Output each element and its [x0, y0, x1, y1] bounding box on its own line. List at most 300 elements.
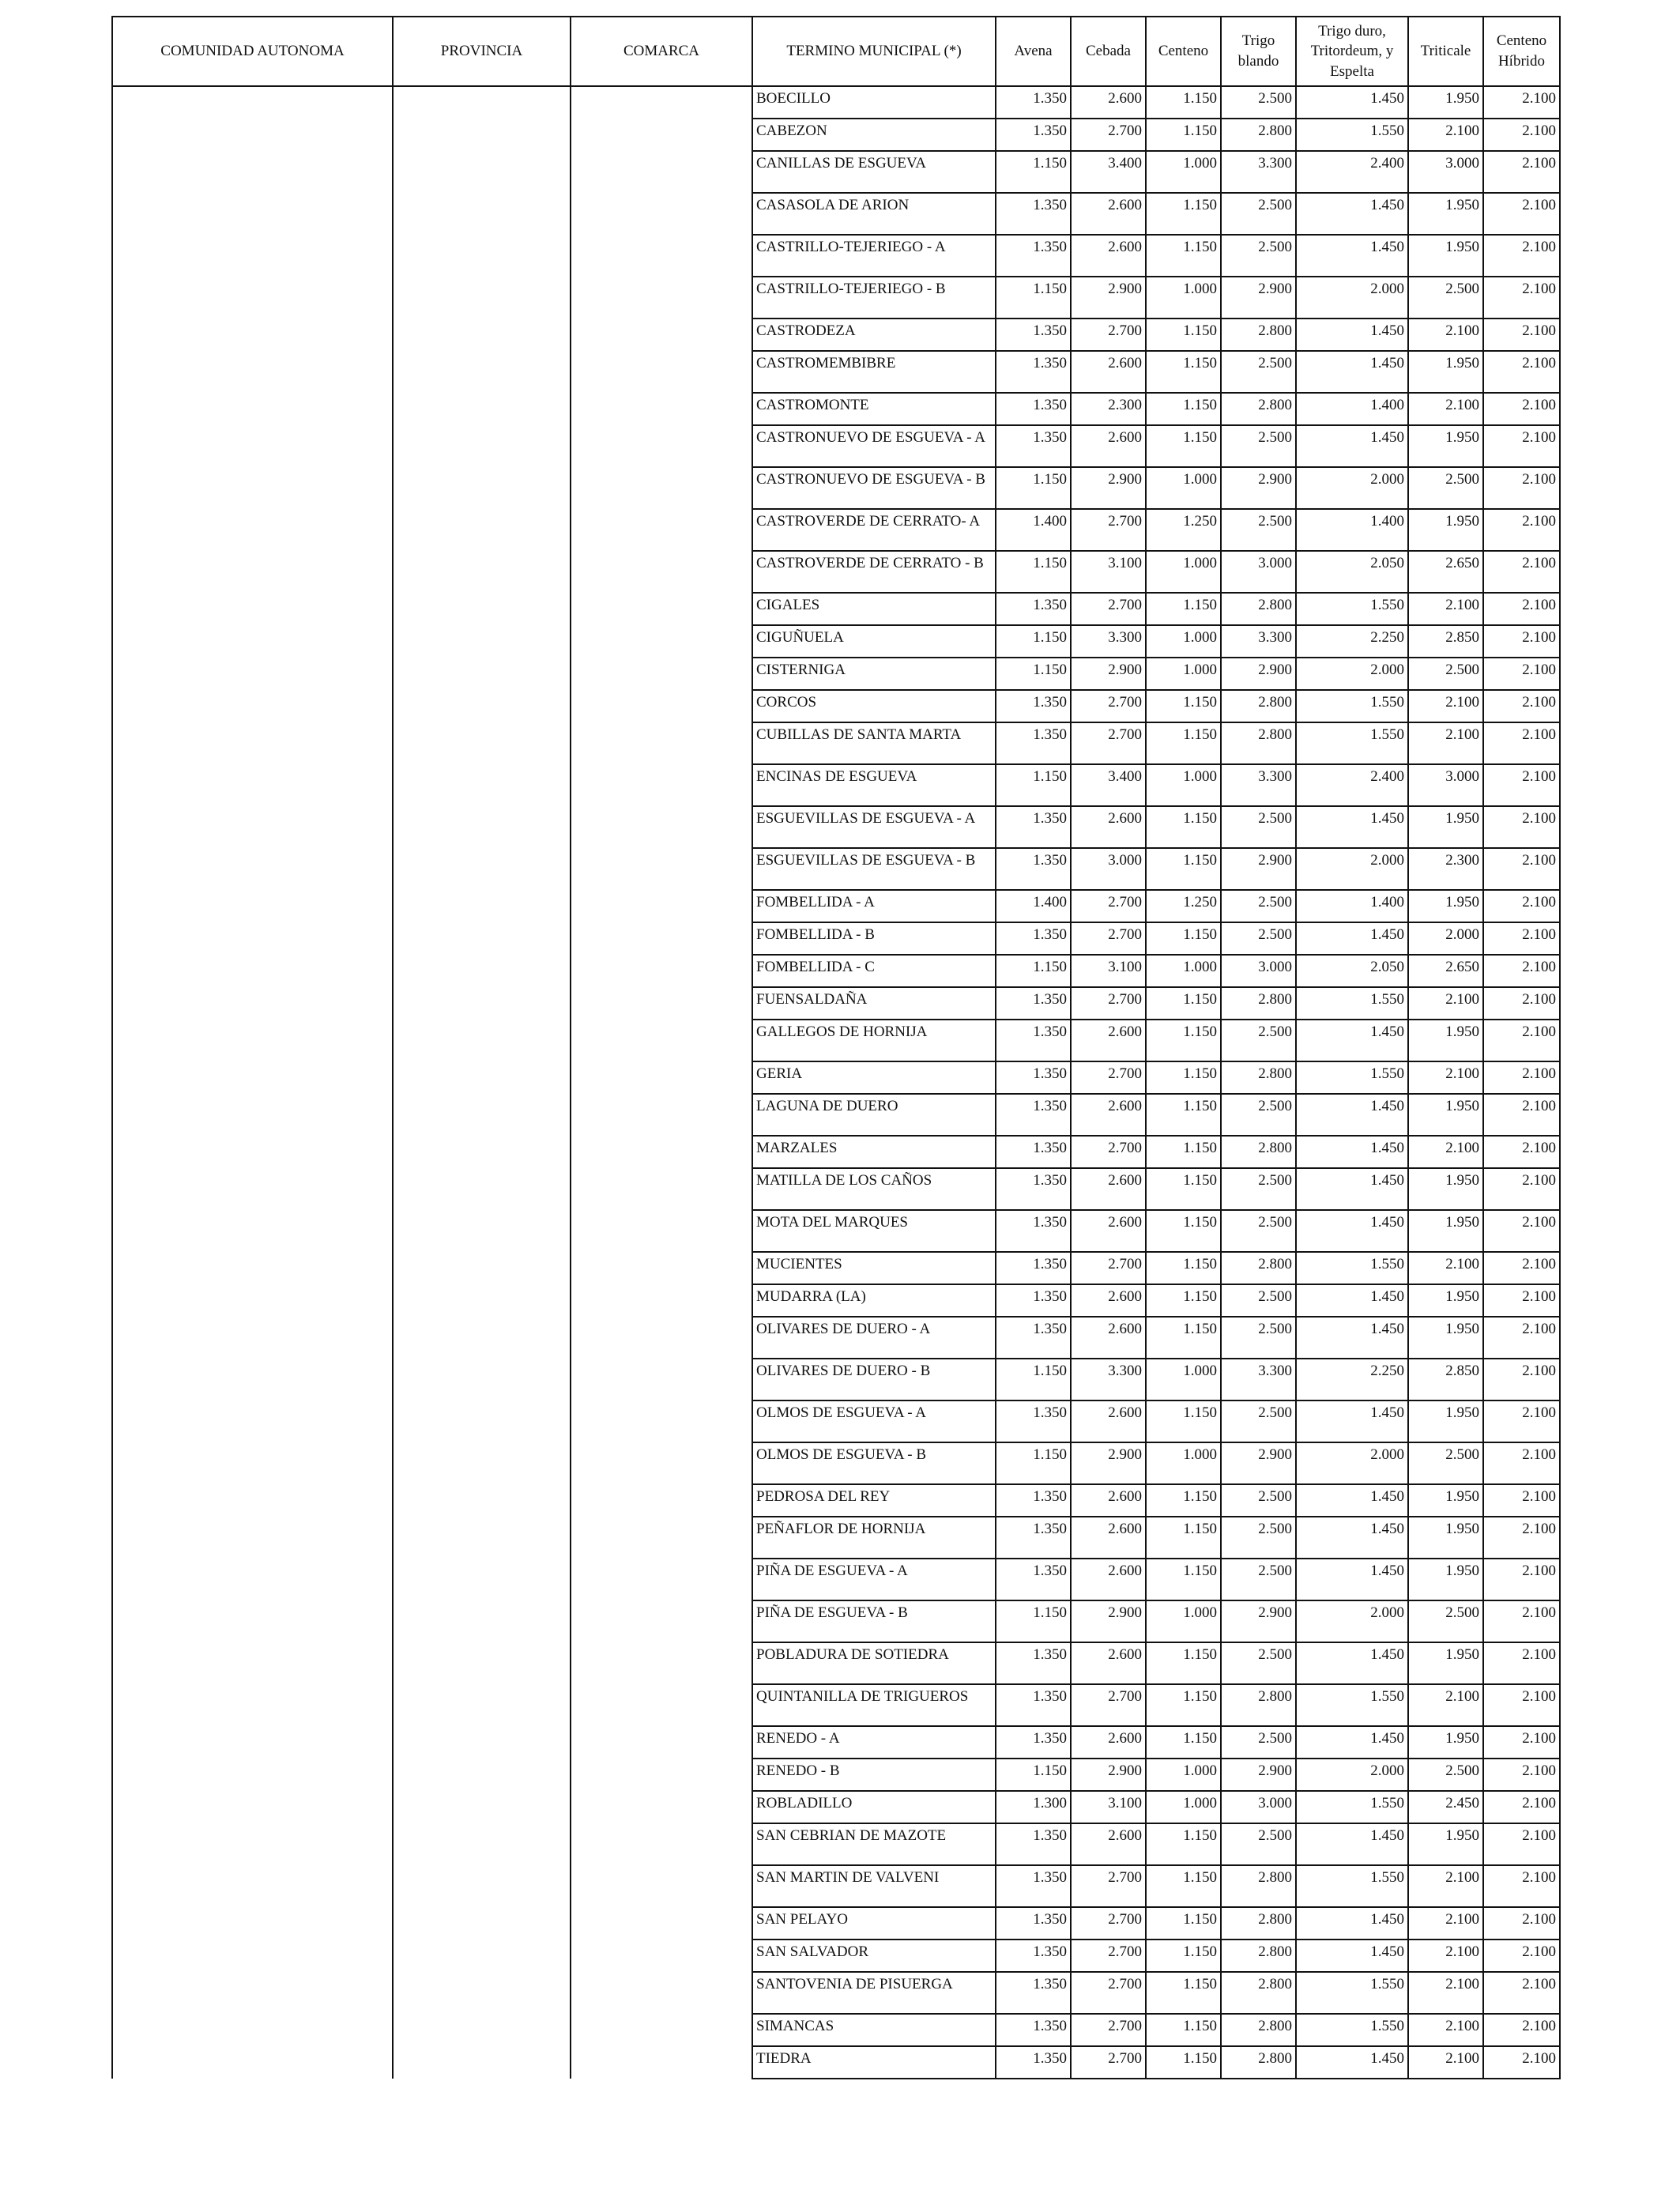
value-trigo-duro: 1.450: [1296, 351, 1408, 393]
municipio-name: PIÑA DE ESGUEVA - B: [752, 1600, 996, 1642]
value-trigo-duro: 1.550: [1296, 1791, 1408, 1823]
value-cebada: 2.600: [1071, 1642, 1146, 1684]
value-cebada: 2.900: [1071, 467, 1146, 509]
value-cebada: 2.600: [1071, 1400, 1146, 1442]
value-centeno: 1.150: [1146, 1094, 1221, 1136]
value-centeno-hibrido: 2.100: [1483, 467, 1560, 509]
value-cebada: 2.600: [1071, 425, 1146, 467]
value-trigo-duro: 1.550: [1296, 1865, 1408, 1907]
value-centeno-hibrido: 2.100: [1483, 593, 1560, 625]
value-trigo-blando: 2.800: [1221, 1940, 1296, 1972]
value-centeno: 1.000: [1146, 658, 1221, 690]
value-triticale: 2.100: [1408, 593, 1483, 625]
value-avena: 1.350: [996, 1061, 1071, 1094]
value-trigo-blando: 2.800: [1221, 1061, 1296, 1094]
municipio-name: MATILLA DE LOS CAÑOS: [752, 1168, 996, 1210]
value-centeno-hibrido: 2.100: [1483, 1823, 1560, 1865]
value-avena: 1.350: [996, 1168, 1071, 1210]
value-cebada: 2.600: [1071, 193, 1146, 235]
municipio-name: TIEDRA: [752, 2046, 996, 2079]
value-cebada: 2.700: [1071, 2014, 1146, 2046]
value-trigo-duro: 1.550: [1296, 1061, 1408, 1094]
municipio-name: GERIA: [752, 1061, 996, 1094]
value-cebada: 2.600: [1071, 1284, 1146, 1317]
municipio-name: OLIVARES DE DUERO - B: [752, 1359, 996, 1400]
value-trigo-blando: 2.500: [1221, 1726, 1296, 1759]
value-trigo-blando: 3.300: [1221, 625, 1296, 658]
value-centeno: 1.150: [1146, 1907, 1221, 1940]
value-centeno-hibrido: 2.100: [1483, 1684, 1560, 1726]
value-triticale: 2.100: [1408, 1940, 1483, 1972]
value-trigo-blando: 2.500: [1221, 1642, 1296, 1684]
value-avena: 1.350: [996, 1210, 1071, 1252]
value-trigo-blando: 3.300: [1221, 1359, 1296, 1400]
value-trigo-duro: 1.550: [1296, 722, 1408, 764]
value-trigo-blando: 2.800: [1221, 393, 1296, 425]
value-trigo-blando: 2.900: [1221, 658, 1296, 690]
municipio-name: CUBILLAS DE SANTA MARTA: [752, 722, 996, 764]
value-centeno-hibrido: 2.100: [1483, 890, 1560, 922]
municipio-name: CASTROMEMBIBRE: [752, 351, 996, 393]
value-triticale: 1.950: [1408, 1210, 1483, 1252]
value-avena: 1.350: [996, 848, 1071, 890]
value-trigo-blando: 2.900: [1221, 467, 1296, 509]
value-centeno-hibrido: 2.100: [1483, 764, 1560, 806]
value-centeno: 1.000: [1146, 467, 1221, 509]
value-triticale: 2.500: [1408, 1442, 1483, 1484]
value-avena: 1.350: [996, 1136, 1071, 1168]
value-avena: 1.350: [996, 425, 1071, 467]
value-cebada: 2.900: [1071, 1600, 1146, 1642]
municipio-name: CASTRONUEVO DE ESGUEVA - A: [752, 425, 996, 467]
value-cebada: 2.600: [1071, 351, 1146, 393]
value-trigo-blando: 2.500: [1221, 86, 1296, 119]
value-trigo-duro: 2.400: [1296, 151, 1408, 193]
value-triticale: 1.950: [1408, 1642, 1483, 1684]
value-centeno-hibrido: 2.100: [1483, 1907, 1560, 1940]
value-centeno-hibrido: 2.100: [1483, 151, 1560, 193]
value-triticale: 1.950: [1408, 1317, 1483, 1359]
value-centeno: 1.150: [1146, 1400, 1221, 1442]
value-cebada: 2.700: [1071, 1136, 1146, 1168]
value-centeno-hibrido: 2.100: [1483, 193, 1560, 235]
value-cebada: 2.700: [1071, 1252, 1146, 1284]
value-trigo-duro: 1.450: [1296, 1907, 1408, 1940]
value-triticale: 1.950: [1408, 235, 1483, 277]
value-centeno-hibrido: 2.100: [1483, 1284, 1560, 1317]
value-trigo-duro: 2.400: [1296, 764, 1408, 806]
value-centeno-hibrido: 2.100: [1483, 1020, 1560, 1061]
value-triticale: 2.100: [1408, 2046, 1483, 2079]
value-centeno: 1.150: [1146, 1865, 1221, 1907]
value-triticale: 1.950: [1408, 1517, 1483, 1559]
value-centeno: 1.150: [1146, 1726, 1221, 1759]
value-trigo-blando: 2.500: [1221, 1517, 1296, 1559]
value-avena: 1.350: [996, 1972, 1071, 2014]
value-avena: 1.350: [996, 987, 1071, 1020]
value-avena: 1.150: [996, 1759, 1071, 1791]
value-triticale: 2.500: [1408, 658, 1483, 690]
municipio-name: FUENSALDAÑA: [752, 987, 996, 1020]
value-centeno: 1.150: [1146, 1972, 1221, 2014]
value-trigo-duro: 1.450: [1296, 1726, 1408, 1759]
value-centeno: 1.150: [1146, 193, 1221, 235]
value-avena: 1.350: [996, 235, 1071, 277]
value-trigo-duro: 1.450: [1296, 1210, 1408, 1252]
value-avena: 1.150: [996, 277, 1071, 319]
value-centeno: 1.000: [1146, 955, 1221, 987]
value-trigo-duro: 1.450: [1296, 1317, 1408, 1359]
value-cebada: 3.100: [1071, 1791, 1146, 1823]
value-centeno-hibrido: 2.100: [1483, 806, 1560, 848]
value-avena: 1.350: [996, 1823, 1071, 1865]
value-triticale: 1.950: [1408, 1823, 1483, 1865]
municipio-name: CISTERNIGA: [752, 658, 996, 690]
value-trigo-duro: 2.000: [1296, 277, 1408, 319]
value-triticale: 2.100: [1408, 690, 1483, 722]
value-triticale: 3.000: [1408, 151, 1483, 193]
header-comunidad: COMUNIDAD AUTONOMA: [112, 17, 393, 86]
value-trigo-duro: 1.550: [1296, 593, 1408, 625]
municipio-name: CABEZON: [752, 119, 996, 151]
municipio-name: PEÑAFLOR DE HORNIJA: [752, 1517, 996, 1559]
value-trigo-duro: 1.450: [1296, 1642, 1408, 1684]
value-trigo-duro: 1.450: [1296, 2046, 1408, 2079]
value-cebada: 2.700: [1071, 1865, 1146, 1907]
value-centeno: 1.150: [1146, 86, 1221, 119]
value-centeno: 1.150: [1146, 1559, 1221, 1600]
value-trigo-blando: 3.300: [1221, 151, 1296, 193]
value-centeno: 1.150: [1146, 1940, 1221, 1972]
value-cebada: 2.600: [1071, 235, 1146, 277]
value-cebada: 2.700: [1071, 2046, 1146, 2079]
value-cebada: 2.700: [1071, 1940, 1146, 1972]
value-trigo-duro: 1.450: [1296, 1168, 1408, 1210]
value-avena: 1.350: [996, 1642, 1071, 1684]
value-trigo-duro: 1.400: [1296, 509, 1408, 551]
value-avena: 1.150: [996, 1442, 1071, 1484]
value-triticale: 2.100: [1408, 1907, 1483, 1940]
value-trigo-blando: 2.500: [1221, 1400, 1296, 1442]
value-centeno-hibrido: 2.100: [1483, 551, 1560, 593]
value-trigo-blando: 2.800: [1221, 987, 1296, 1020]
municipio-name: SANTOVENIA DE PISUERGA: [752, 1972, 996, 2014]
value-cebada: 2.600: [1071, 1484, 1146, 1517]
value-trigo-duro: 1.450: [1296, 86, 1408, 119]
value-trigo-duro: 1.550: [1296, 1252, 1408, 1284]
municipio-name: ENCINAS DE ESGUEVA: [752, 764, 996, 806]
value-centeno: 1.000: [1146, 1791, 1221, 1823]
value-centeno-hibrido: 2.100: [1483, 1168, 1560, 1210]
value-trigo-blando: 2.500: [1221, 1020, 1296, 1061]
municipio-name: MARZALES: [752, 1136, 996, 1168]
value-centeno: 1.150: [1146, 1020, 1221, 1061]
value-avena: 1.350: [996, 1907, 1071, 1940]
value-trigo-duro: 1.450: [1296, 1094, 1408, 1136]
value-avena: 1.350: [996, 86, 1071, 119]
value-centeno-hibrido: 2.100: [1483, 1061, 1560, 1094]
value-trigo-duro: 1.550: [1296, 690, 1408, 722]
value-centeno: 1.150: [1146, 425, 1221, 467]
value-cebada: 2.600: [1071, 1559, 1146, 1600]
value-triticale: 2.100: [1408, 119, 1483, 151]
value-cebada: 3.300: [1071, 625, 1146, 658]
value-triticale: 1.950: [1408, 1484, 1483, 1517]
value-centeno: 1.150: [1146, 1284, 1221, 1317]
value-trigo-blando: 2.500: [1221, 890, 1296, 922]
value-centeno: 1.150: [1146, 722, 1221, 764]
value-avena: 1.150: [996, 658, 1071, 690]
value-centeno-hibrido: 2.100: [1483, 1094, 1560, 1136]
value-avena: 1.350: [996, 1559, 1071, 1600]
value-cebada: 3.000: [1071, 848, 1146, 890]
value-centeno: 1.150: [1146, 922, 1221, 955]
value-triticale: 1.950: [1408, 86, 1483, 119]
value-trigo-blando: 2.900: [1221, 1759, 1296, 1791]
value-trigo-duro: 1.450: [1296, 1400, 1408, 1442]
value-centeno-hibrido: 2.100: [1483, 848, 1560, 890]
municipio-name: CASTRODEZA: [752, 319, 996, 351]
value-cebada: 2.300: [1071, 393, 1146, 425]
value-cebada: 2.900: [1071, 1442, 1146, 1484]
value-trigo-blando: 2.500: [1221, 922, 1296, 955]
value-cebada: 2.600: [1071, 1317, 1146, 1359]
municipio-name: FOMBELLIDA - A: [752, 890, 996, 922]
value-triticale: 2.100: [1408, 987, 1483, 1020]
municipio-name: OLMOS DE ESGUEVA - A: [752, 1400, 996, 1442]
value-trigo-blando: 2.800: [1221, 119, 1296, 151]
value-trigo-blando: 2.800: [1221, 1252, 1296, 1284]
value-trigo-blando: 2.500: [1221, 1559, 1296, 1600]
value-trigo-duro: 1.450: [1296, 1940, 1408, 1972]
value-centeno-hibrido: 2.100: [1483, 1517, 1560, 1559]
municipio-name: SAN PELAYO: [752, 1907, 996, 1940]
value-cebada: 2.600: [1071, 1168, 1146, 1210]
value-trigo-duro: 1.550: [1296, 2014, 1408, 2046]
value-centeno-hibrido: 2.100: [1483, 1317, 1560, 1359]
value-triticale: 2.450: [1408, 1791, 1483, 1823]
value-centeno: 1.150: [1146, 1684, 1221, 1726]
value-trigo-blando: 2.800: [1221, 690, 1296, 722]
value-centeno-hibrido: 2.100: [1483, 1484, 1560, 1517]
value-centeno: 1.000: [1146, 1759, 1221, 1791]
comunidad-cell: [112, 86, 393, 2079]
yields-table: [111, 16, 1561, 2079]
value-triticale: 2.500: [1408, 467, 1483, 509]
value-centeno: 1.150: [1146, 1168, 1221, 1210]
value-avena: 1.350: [996, 351, 1071, 393]
municipio-name: CORCOS: [752, 690, 996, 722]
value-centeno: 1.000: [1146, 551, 1221, 593]
value-triticale: 2.100: [1408, 1972, 1483, 2014]
header-row: [112, 17, 1560, 86]
value-triticale: 2.100: [1408, 1061, 1483, 1094]
value-centeno-hibrido: 2.100: [1483, 509, 1560, 551]
value-cebada: 2.700: [1071, 593, 1146, 625]
value-trigo-duro: 1.400: [1296, 890, 1408, 922]
value-centeno: 1.150: [1146, 1210, 1221, 1252]
value-triticale: 1.950: [1408, 890, 1483, 922]
municipio-name: SAN CEBRIAN DE MAZOTE: [752, 1823, 996, 1865]
municipio-name: ROBLADILLO: [752, 1791, 996, 1823]
value-triticale: 1.950: [1408, 1020, 1483, 1061]
value-trigo-duro: 1.450: [1296, 193, 1408, 235]
municipio-name: FOMBELLIDA - B: [752, 922, 996, 955]
value-avena: 1.350: [996, 722, 1071, 764]
value-centeno: 1.150: [1146, 2046, 1221, 2079]
comarca-cell: [571, 86, 752, 2079]
value-centeno: 1.150: [1146, 393, 1221, 425]
value-avena: 1.300: [996, 1791, 1071, 1823]
value-triticale: 1.950: [1408, 351, 1483, 393]
value-cebada: 2.700: [1071, 509, 1146, 551]
value-trigo-duro: 1.550: [1296, 119, 1408, 151]
value-trigo-duro: 2.050: [1296, 955, 1408, 987]
value-trigo-duro: 2.000: [1296, 658, 1408, 690]
value-cebada: 2.600: [1071, 806, 1146, 848]
value-triticale: 1.950: [1408, 1284, 1483, 1317]
value-trigo-blando: 2.500: [1221, 425, 1296, 467]
value-centeno: 1.150: [1146, 319, 1221, 351]
value-centeno-hibrido: 2.100: [1483, 2014, 1560, 2046]
value-centeno-hibrido: 2.100: [1483, 319, 1560, 351]
value-triticale: 2.500: [1408, 1600, 1483, 1642]
municipio-name: MUCIENTES: [752, 1252, 996, 1284]
municipio-name: MOTA DEL MARQUES: [752, 1210, 996, 1252]
value-centeno: 1.150: [1146, 1642, 1221, 1684]
value-centeno-hibrido: 2.100: [1483, 119, 1560, 151]
value-avena: 1.150: [996, 467, 1071, 509]
municipio-name: CASTRILLO-TEJERIEGO - A: [752, 235, 996, 277]
value-trigo-duro: 1.450: [1296, 1823, 1408, 1865]
value-avena: 1.150: [996, 151, 1071, 193]
value-centeno: 1.150: [1146, 2014, 1221, 2046]
municipio-name: PIÑA DE ESGUEVA - A: [752, 1559, 996, 1600]
municipio-name: CIGUÑUELA: [752, 625, 996, 658]
value-trigo-blando: 2.500: [1221, 1484, 1296, 1517]
value-trigo-blando: 2.900: [1221, 277, 1296, 319]
value-centeno-hibrido: 2.100: [1483, 351, 1560, 393]
header-triticale: Triticale: [1408, 17, 1483, 86]
value-triticale: 1.950: [1408, 806, 1483, 848]
value-trigo-duro: 2.000: [1296, 1600, 1408, 1642]
value-trigo-duro: 1.450: [1296, 1284, 1408, 1317]
municipio-name: QUINTANILLA DE TRIGUEROS: [752, 1684, 996, 1726]
value-centeno-hibrido: 2.100: [1483, 658, 1560, 690]
value-triticale: 2.100: [1408, 393, 1483, 425]
value-triticale: 2.650: [1408, 955, 1483, 987]
municipio-name: CANILLAS DE ESGUEVA: [752, 151, 996, 193]
municipio-name: LAGUNA DE DUERO: [752, 1094, 996, 1136]
value-avena: 1.150: [996, 1600, 1071, 1642]
value-centeno-hibrido: 2.100: [1483, 86, 1560, 119]
municipio-name: FOMBELLIDA - C: [752, 955, 996, 987]
municipio-name: CASTRILLO-TEJERIEGO - B: [752, 277, 996, 319]
value-trigo-duro: 1.450: [1296, 1484, 1408, 1517]
value-trigo-duro: 1.400: [1296, 393, 1408, 425]
value-triticale: 2.100: [1408, 319, 1483, 351]
value-avena: 1.350: [996, 1020, 1071, 1061]
value-centeno-hibrido: 2.100: [1483, 1940, 1560, 1972]
value-centeno-hibrido: 2.100: [1483, 1210, 1560, 1252]
value-centeno: 1.150: [1146, 806, 1221, 848]
value-trigo-blando: 2.800: [1221, 319, 1296, 351]
value-centeno: 1.000: [1146, 1359, 1221, 1400]
municipio-name: SAN MARTIN DE VALVENI: [752, 1865, 996, 1907]
value-triticale: 2.500: [1408, 277, 1483, 319]
header-provincia: PROVINCIA: [393, 17, 571, 86]
value-cebada: 2.700: [1071, 1972, 1146, 2014]
header-centeno-hibrido: Centeno Híbrido: [1483, 17, 1560, 86]
value-centeno-hibrido: 2.100: [1483, 625, 1560, 658]
value-avena: 1.350: [996, 1517, 1071, 1559]
table-row: [112, 86, 1560, 119]
value-trigo-duro: 2.000: [1296, 1759, 1408, 1791]
municipio-name: SIMANCAS: [752, 2014, 996, 2046]
value-trigo-blando: 2.500: [1221, 1317, 1296, 1359]
value-avena: 1.150: [996, 625, 1071, 658]
value-triticale: 2.100: [1408, 2014, 1483, 2046]
value-trigo-duro: 1.550: [1296, 1684, 1408, 1726]
value-triticale: 2.000: [1408, 922, 1483, 955]
value-trigo-blando: 2.800: [1221, 1136, 1296, 1168]
value-centeno: 1.150: [1146, 235, 1221, 277]
value-triticale: 1.950: [1408, 1400, 1483, 1442]
value-avena: 1.350: [996, 1940, 1071, 1972]
value-trigo-blando: 2.800: [1221, 1865, 1296, 1907]
value-trigo-blando: 2.500: [1221, 1094, 1296, 1136]
value-centeno: 1.150: [1146, 1823, 1221, 1865]
header-termino: TERMINO MUNICIPAL (*): [752, 17, 996, 86]
value-centeno: 1.150: [1146, 593, 1221, 625]
value-centeno: 1.150: [1146, 1136, 1221, 1168]
municipio-name: PEDROSA DEL REY: [752, 1484, 996, 1517]
value-triticale: 1.950: [1408, 1559, 1483, 1600]
value-centeno: 1.000: [1146, 1600, 1221, 1642]
value-trigo-blando: 3.000: [1221, 955, 1296, 987]
value-cebada: 2.700: [1071, 119, 1146, 151]
value-trigo-blando: 2.500: [1221, 1823, 1296, 1865]
value-trigo-blando: 2.500: [1221, 509, 1296, 551]
header-centeno: Centeno: [1146, 17, 1221, 86]
municipio-name: CASTROVERDE DE CERRATO- A: [752, 509, 996, 551]
municipio-name: RENEDO - A: [752, 1726, 996, 1759]
value-avena: 1.350: [996, 593, 1071, 625]
value-centeno: 1.150: [1146, 1317, 1221, 1359]
value-avena: 1.400: [996, 509, 1071, 551]
municipio-name: BOECILLO: [752, 86, 996, 119]
value-centeno: 1.250: [1146, 890, 1221, 922]
value-cebada: 3.100: [1071, 955, 1146, 987]
value-centeno-hibrido: 2.100: [1483, 1642, 1560, 1684]
value-centeno-hibrido: 2.100: [1483, 425, 1560, 467]
value-trigo-duro: 1.550: [1296, 987, 1408, 1020]
municipio-name: MUDARRA (LA): [752, 1284, 996, 1317]
value-centeno: 1.150: [1146, 1061, 1221, 1094]
value-cebada: 2.600: [1071, 1517, 1146, 1559]
value-triticale: 1.950: [1408, 1094, 1483, 1136]
municipio-name: RENEDO - B: [752, 1759, 996, 1791]
value-centeno-hibrido: 2.100: [1483, 2046, 1560, 2079]
value-avena: 1.350: [996, 393, 1071, 425]
value-triticale: 2.100: [1408, 1865, 1483, 1907]
value-centeno-hibrido: 2.100: [1483, 235, 1560, 277]
value-centeno-hibrido: 2.100: [1483, 955, 1560, 987]
value-centeno-hibrido: 2.100: [1483, 722, 1560, 764]
value-centeno-hibrido: 2.100: [1483, 1726, 1560, 1759]
value-centeno-hibrido: 2.100: [1483, 922, 1560, 955]
value-trigo-duro: 1.450: [1296, 806, 1408, 848]
